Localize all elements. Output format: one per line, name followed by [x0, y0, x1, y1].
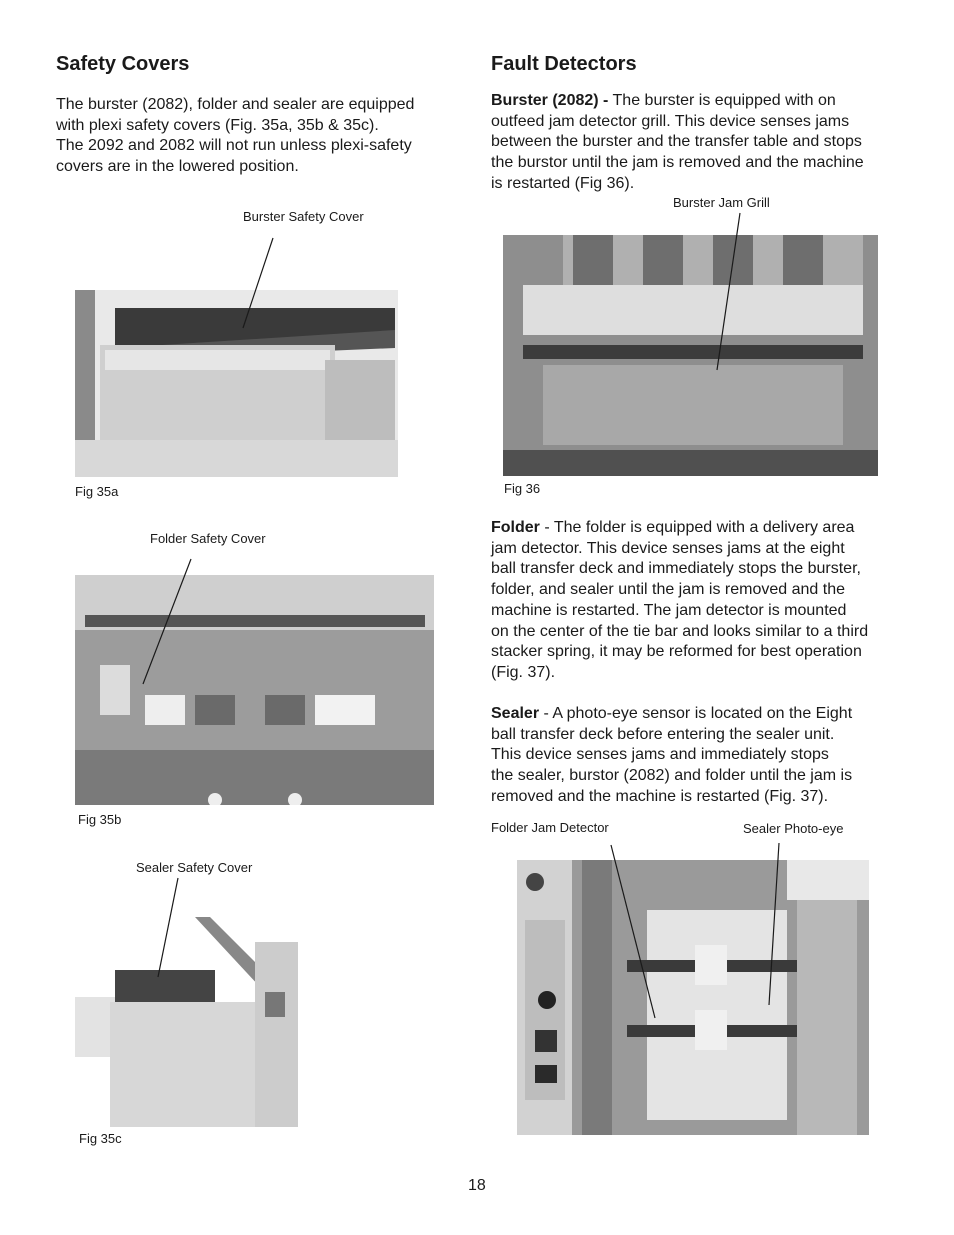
burster-lead: Burster (2082) - [491, 92, 609, 109]
paragraph-line: This device senses jams and immediately stops [491, 746, 829, 764]
paragraph-line: jam detector. This device senses jams at the eight [491, 539, 845, 557]
fig35a-caption: Fig 35a [75, 484, 119, 499]
paragraph-line: The burster is equipped with on [608, 92, 836, 109]
burster-paragraph [491, 91, 911, 195]
folder-paragraph [491, 518, 921, 684]
paragraph-line: between the burster and the transfer table and stops [491, 133, 862, 151]
paragraph-line: - A photo-eye sensor is located on the Eight [539, 705, 853, 722]
folder-lead: Folder [491, 519, 540, 536]
paragraph-line: removed and the machine is restarted (Fig. 37). [491, 787, 829, 805]
fig35c-callout: Sealer Safety Cover [136, 860, 253, 875]
paragraph-line: ball transfer deck before entering the sealer unit. [491, 725, 835, 743]
safety-covers-paragraph [56, 95, 466, 178]
fig37-callout-folder-jam-detector: Folder Jam Detector [491, 820, 609, 835]
paragraph-line: with plexi safety covers (Fig. 35a, 35b & 35c). [56, 116, 379, 134]
fig37-callout-sealer-photo-eye: Sealer Photo-eye [743, 821, 844, 836]
paragraph-line: stacker spring, it may be reformed for best operation [491, 643, 862, 661]
paragraph-line: ball transfer deck and immediately stops the burster, [491, 560, 861, 578]
fig35b-photo [75, 575, 434, 805]
section-heading-fault-detectors: Fault Detectors [491, 53, 637, 75]
fig35b-callout: Folder Safety Cover [150, 531, 266, 546]
fig35c-caption: Fig 35c [79, 1131, 122, 1146]
paragraph-line: is restarted (Fig 36). [491, 174, 635, 192]
paragraph-line: the burstor until the jam is removed and the machine [491, 154, 864, 172]
fig35c-photo [75, 912, 298, 1127]
paragraph-line: folder, and sealer until the jam is removed and the [491, 581, 845, 599]
fig36-photo [503, 235, 878, 476]
paragraph-line: outfeed jam detector grill. This device senses jams [491, 112, 850, 130]
paragraph-line: The 2092 and 2082 will not run unless plexi-safety [56, 137, 412, 155]
fig35a-photo [75, 290, 398, 477]
page-number: 18 [468, 1177, 486, 1194]
paragraph-line: machine is restarted. The jam detector is mounted [491, 601, 847, 619]
sealer-lead: Sealer [491, 705, 540, 722]
fig36-callout: Burster Jam Grill [673, 195, 770, 210]
paragraph-line: The burster (2082), folder and sealer are equipped [56, 96, 415, 113]
fig36-caption: Fig 36 [504, 481, 541, 496]
sealer-paragraph [491, 704, 911, 808]
section-heading-safety-covers: Safety Covers [56, 53, 190, 75]
paragraph-line: - The folder is equipped with a delivery area [539, 519, 855, 536]
paragraph-line: on the center of the tie bar and looks similar to a third [491, 622, 869, 640]
fig37-photo [517, 860, 869, 1135]
fig35b-caption: Fig 35b [78, 812, 122, 827]
fig35a-callout: Burster Safety Cover [243, 209, 364, 224]
paragraph-line: covers are in the lowered position. [56, 158, 299, 176]
paragraph-line: (Fig. 37). [491, 663, 556, 681]
paragraph-line: the sealer, burstor (2082) and folder until the jam is [491, 767, 853, 785]
